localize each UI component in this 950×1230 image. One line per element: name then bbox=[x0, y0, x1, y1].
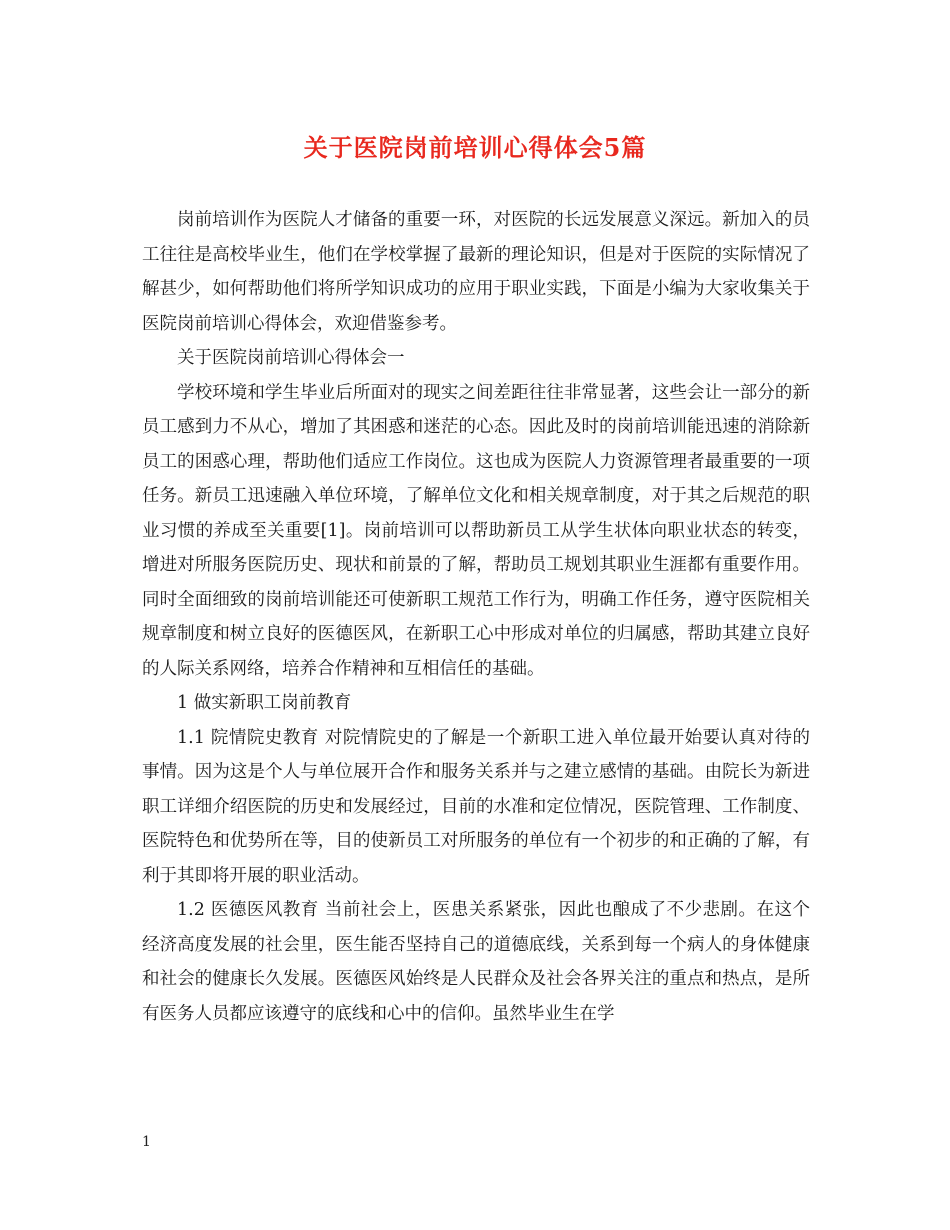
body-paragraph: 1.2 医德医风教育 当前社会上，医患关系紧张，因此也酿成了不少悲剧。在这个经济高度发展的社会里，医生能否坚持自己的道德底线，关系到每一个病人的身体健康和社会的健康长久发展。医德医风始终是人民群众及社会各界关注的重点和热点，是所有医务人员都应该遵守的底线和心中的信仰。虽然毕业生在学 bbox=[142, 900, 810, 1024]
intro-paragraph: 岗前培训作为医院人才储备的重要一环，对医院的长远发展意义深远。新加入的员工往往是高校毕业生，他们在学校掌握了最新的理论知识，但是对于医院的实际情况了解甚少，如何帮助他们将所学知识成功的应用于职业实践，下面是小编为大家收集关于医院岗前培训心得体会，欢迎借鉴参考。 bbox=[142, 210, 810, 334]
page-number: 1 bbox=[142, 1134, 151, 1150]
document-title: 关于医院岗前培训心得体会5篇 bbox=[303, 133, 647, 162]
body-paragraph: 1.1 院情院史教育 对院情院史的了解是一个新职工进入单位最开始要认真对待的事情。因为这是个人与单位展开合作和服务关系并与之建立感情的基础。由院长为新进职工详细介绍医院的历史和发展经过，目前的水准和定位情况，医院管理、工作制度、医院特色和优势所在等，目的使新员工对所服务的单位有一个初步的和正确的了解，有利于其即将开展的职业活动。 bbox=[142, 727, 810, 886]
section-heading-1: 关于医院岗前培训心得体会一 bbox=[177, 348, 405, 368]
subsection-heading-1: 1 做实新职工岗前教育 bbox=[177, 693, 352, 713]
body-paragraph: 学校环境和学生毕业后所面对的现实之间差距往往非常显著，这些会让一部分的新员工感到力不从心，增加了其困惑和迷茫的心态。因此及时的岗前培训能迅速的消除新员工的困惑心理，帮助他们适应工作岗位。这也成为医院人力资源管理者最重要的一项任务。新员工迅速融入单位环境，了解单位文化和相关规章制度，对于其之后规范的职业习惯的养成至关重要[1]。岗前培训可以帮助新员工从学生状体向职业状态的转变，增进对所服务医院历史、现状和前景的了解，帮助员工规划其职业生涯都有重要作用。同时全面细致的岗前培训能还可使新职工规范工作行为，明确工作任务，遵守医院相关规章制度和树立良好的医德医风，在新职工心中形成对单位的归属感，帮助其建立良好的人际关系网络，培养合作精神和互相信任的基础。 bbox=[142, 382, 810, 679]
document-body bbox=[142, 203, 810, 1031]
